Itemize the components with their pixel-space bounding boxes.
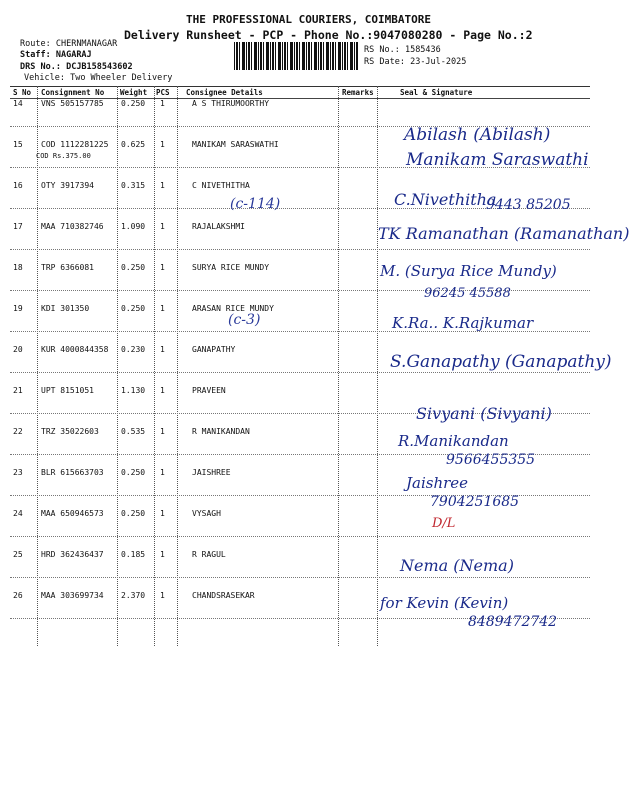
- cell-pcs: 1: [160, 99, 165, 108]
- route-value: CHERNMANAGAR: [55, 39, 118, 49]
- route-label: Route:: [20, 39, 51, 49]
- signature-phone: 9443 85205: [486, 197, 571, 213]
- cell-sno: 16: [13, 181, 23, 190]
- cell-pcs: 1: [160, 386, 165, 395]
- cell-consignee: C NIVETHITHA: [192, 181, 250, 190]
- cell-consignment: BLR 615663703: [41, 468, 104, 477]
- drs-value: DCJB158543602: [66, 62, 133, 72]
- cell-sno: 18: [13, 263, 23, 272]
- signature: Abilash (Abilash): [404, 125, 551, 145]
- cell-consignment: TRZ 35022603: [41, 427, 99, 436]
- drs-label: DRS No.:: [20, 62, 61, 72]
- cell-consignment: HRD 362436437: [41, 550, 104, 559]
- signature: Jaishree: [406, 474, 469, 492]
- cell-weight: 1.130: [121, 386, 146, 395]
- cod-amount: COD Rs.375.00: [36, 152, 91, 160]
- cell-weight: 0.185: [121, 550, 146, 559]
- cell-consignment: MAA 650946573: [41, 509, 104, 518]
- cell-consignee: SURYA RICE MUNDY: [192, 263, 270, 272]
- cell-consignment: OTY 3917394: [41, 181, 94, 190]
- signature: C.Nivethitha: [394, 190, 497, 209]
- cell-pcs: 1: [160, 550, 165, 559]
- cell-consignee: ARASAN RICE MUNDY: [192, 304, 274, 313]
- cell-consignee: R MANIKANDAN: [192, 427, 250, 436]
- cell-weight: 0.250: [121, 263, 146, 272]
- cell-weight: 0.250: [121, 509, 146, 518]
- cell-consignee: GANAPATHY: [192, 345, 236, 354]
- cell-weight: 0.230: [121, 345, 146, 354]
- cell-weight: 0.535: [121, 427, 146, 436]
- cell-sno: 17: [13, 222, 23, 231]
- cell-pcs: 1: [160, 263, 165, 272]
- cell-sno: 24: [13, 509, 23, 518]
- cell-pcs: 1: [160, 427, 165, 436]
- rs-no-value: 1585436: [404, 45, 441, 55]
- cell-consignment: MAA 710382746: [41, 222, 104, 231]
- cell-sno: 14: [13, 99, 23, 108]
- col-header-consignment: Consignment No: [41, 88, 105, 97]
- signature-phone: 7904251685: [430, 494, 520, 510]
- signature: for Kevin (Kevin): [380, 594, 509, 612]
- cell-sno: 15: [13, 140, 23, 149]
- cell-sno: 19: [13, 304, 23, 313]
- signature: R.Manikandan: [398, 432, 509, 450]
- signature: M. (Surya Rice Mundy): [380, 262, 557, 280]
- col-header-signature: Seal & Signature: [400, 88, 473, 97]
- rs-date-label: RS Date:: [364, 57, 405, 67]
- cell-sno: 21: [13, 386, 23, 395]
- delivered-mark: D/L: [432, 516, 456, 531]
- handwritten-note: (c-114): [230, 196, 281, 212]
- cell-pcs: 1: [160, 222, 165, 231]
- cell-weight: 0.315: [121, 181, 146, 190]
- staff-label: Staff:: [20, 50, 51, 60]
- drs-line: [20, 62, 133, 72]
- cell-pcs: 1: [160, 345, 165, 354]
- vehicle-label: Vehicle:: [24, 73, 65, 83]
- rs-date-line: [364, 57, 466, 67]
- cell-consignment: KUR 4000844358: [41, 345, 109, 354]
- cell-weight: 2.370: [121, 591, 146, 600]
- table-row: [10, 86, 590, 127]
- staff-line: [20, 50, 92, 60]
- staff-value: NAGARAJ: [55, 50, 92, 60]
- cell-consignment: VNS 505157785: [41, 99, 104, 108]
- vehicle-line: [24, 73, 172, 83]
- col-header-pcs: PCS: [156, 88, 170, 97]
- handwritten-note: (c-3): [228, 312, 261, 328]
- company-title: THE PROFESSIONAL COURIERS, COIMBATORE: [186, 13, 432, 26]
- cell-consignee: R RAGUL: [192, 550, 226, 559]
- cell-consignee: A S THIRUMOORTHY: [192, 99, 270, 108]
- cell-sno: 20: [13, 345, 23, 354]
- route-line: [20, 39, 117, 49]
- cell-consignee: PRAVEEN: [192, 386, 226, 395]
- cell-weight: 0.625: [121, 140, 146, 149]
- cell-consignee: JAISHREE: [192, 468, 231, 477]
- cell-sno: 26: [13, 591, 23, 600]
- cell-pcs: 1: [160, 591, 165, 600]
- signature: Nema (Nema): [400, 556, 514, 575]
- cell-sno: 25: [13, 550, 23, 559]
- cell-pcs: 1: [160, 468, 165, 477]
- cell-consignee: CHANDSRASEKAR: [192, 591, 255, 600]
- col-header-weight: Weight: [120, 88, 148, 97]
- rs-no-line: [364, 45, 441, 55]
- cell-consignment: UPT 8151051: [41, 386, 94, 395]
- col-header-consignee: Consignee Details: [186, 88, 263, 97]
- cell-pcs: 1: [160, 140, 165, 149]
- signature: K.Ra.. K.Rajkumar: [392, 314, 534, 332]
- signature: Manikam Saraswathi: [406, 150, 589, 170]
- cell-consignment: COD 1112281225: [41, 140, 109, 149]
- runsheet-title: Delivery Runsheet - PCP - Phone No.:9047080280 - Page No.:2: [124, 28, 533, 42]
- signature-phone: 9566455355: [446, 452, 536, 468]
- cell-weight: 0.250: [121, 304, 146, 313]
- cell-consignment: MAA 303699734: [41, 591, 104, 600]
- cell-sno: 23: [13, 468, 23, 477]
- cell-weight: 0.250: [121, 468, 146, 477]
- cell-consignment: TRP 6366081: [41, 263, 94, 272]
- cell-sno: 22: [13, 427, 23, 436]
- signature-phone: 96245 45588: [424, 286, 511, 301]
- col-header-sno: S No: [13, 88, 32, 97]
- cell-consignee: MANIKAM SARASWATHI: [192, 140, 279, 149]
- vehicle-value: Two Wheeler Delivery: [70, 73, 173, 83]
- signature-phone: 8489472742: [468, 614, 558, 630]
- cell-weight: 0.250: [121, 99, 146, 108]
- signature: TK Ramanathan (Ramanathan): [378, 224, 629, 243]
- col-header-remarks: Remarks: [342, 88, 374, 97]
- signature: S.Ganapathy (Ganapathy): [390, 352, 612, 372]
- rs-date-value: 23-Jul-2025: [410, 57, 467, 67]
- cell-weight: 1.090: [121, 222, 146, 231]
- cell-consignee: RAJALAKSHMI: [192, 222, 245, 231]
- cell-pcs: 1: [160, 304, 165, 313]
- cell-pcs: 1: [160, 509, 165, 518]
- signature: Sivyani (Sivyani): [416, 404, 552, 423]
- cell-consignment: KDI 301350: [41, 304, 90, 313]
- barcode: [234, 42, 358, 70]
- cell-pcs: 1: [160, 181, 165, 190]
- rs-no-label: RS No.:: [364, 45, 400, 55]
- cell-consignee: VYSAGH: [192, 509, 221, 518]
